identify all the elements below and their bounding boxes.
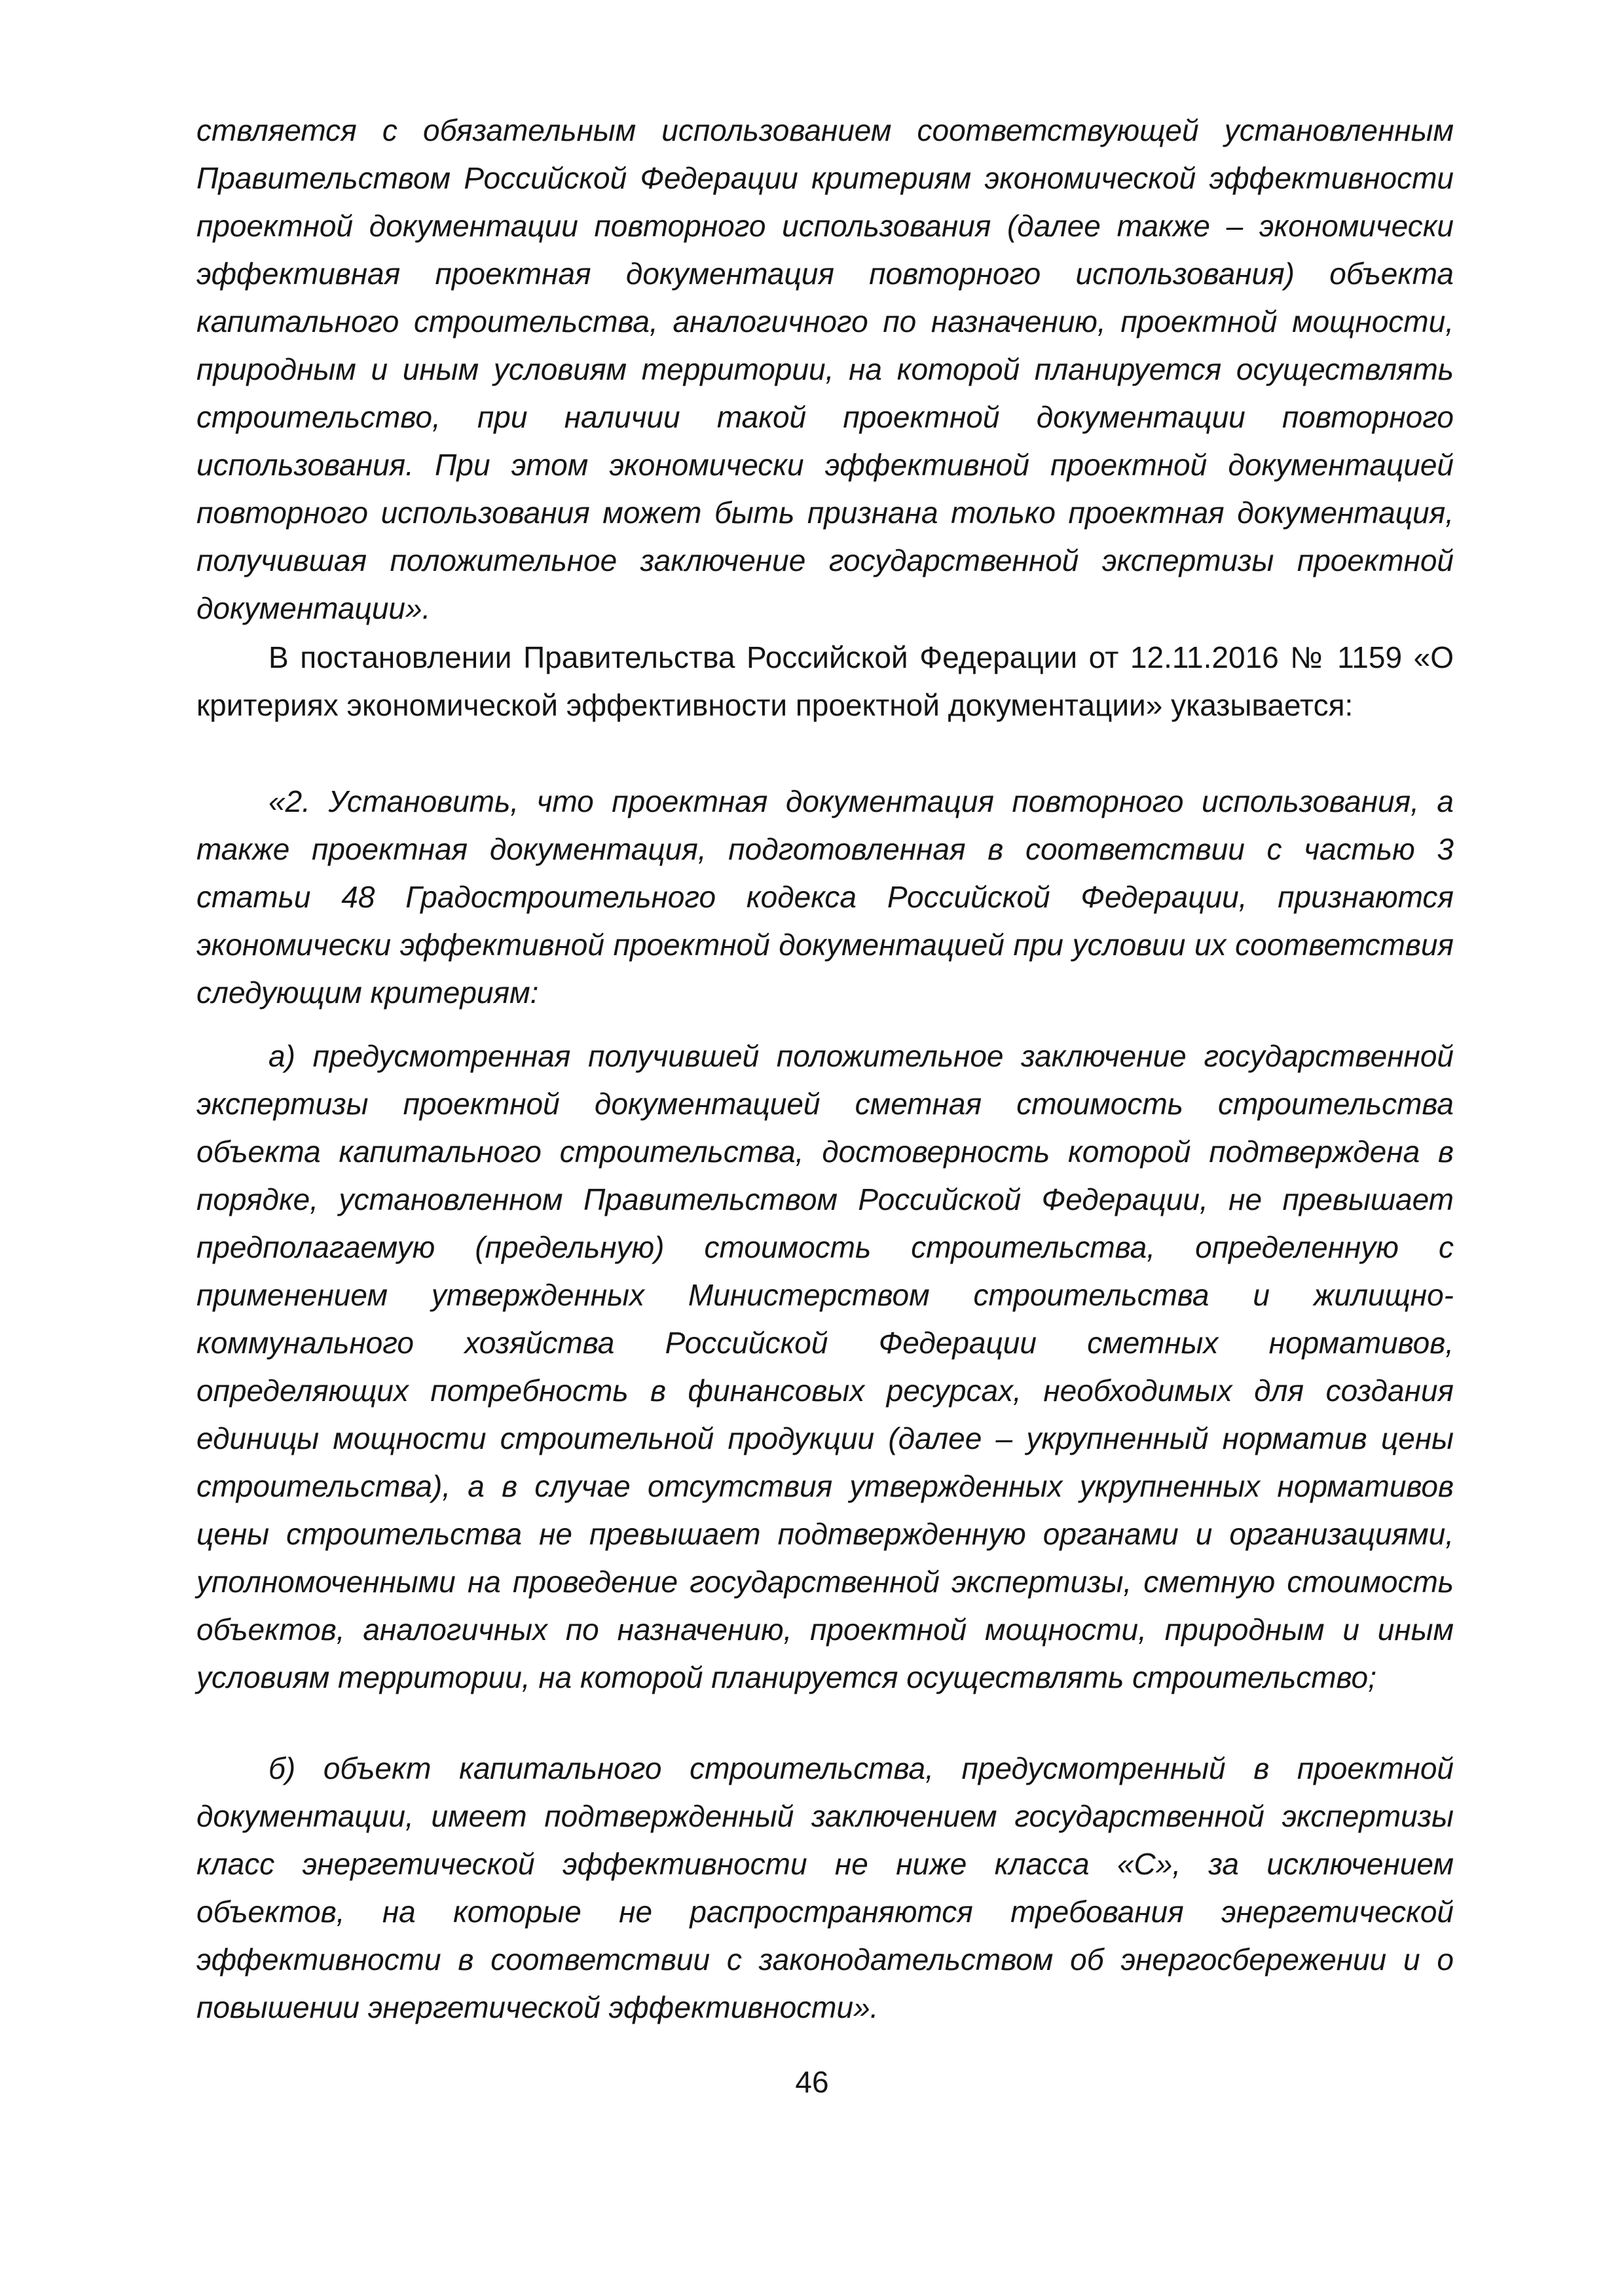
paragraph-criterion-a: а) предусмотренная получившей положительное заключение государственной экспертизы проектной документацией сметная стоимость строительства объекта капитального строительства, достоверность которой подтверждена в порядке, установленном Правительством Российской Федерации, не превышает предполагаемую (предельную) стоимость строительства, определенную с применением утвержденных Министерством строительства и жилищно-коммунального хозяйства Российской Федерации сметных нормативов, определяющих потребность в финансовых ресурсах, необходимых для создания единицы мощности строительной продукции (далее – укрупненный норматив цены строительства), а в случае отсутствия утвержденных укрупненных нормативов цены строительства не превышает подтвержденную органами и организациями, уполномоченными на проведение государственной экспертизы, сметную стоимость объектов, аналогичных по назначению, проектной мощности, природным и иным условиям территории, на которой планируется осуществлять строительство;	[196, 1039, 1454, 1694]
paragraph-government-decree-reference: В постановлении Правительства Российской Федерации от 12.11.2016 № 1159 «О критериях экономической эффективности проектной документации» указывается:	[196, 640, 1454, 722]
paragraph-criterion-b: б) объект капитального строительства, предусмотренный в проектной документации, имеет подтвержденный заключением государственной экспертизы класс энергетической эффективности не ниже класса «С», за исключением объектов, на которые не распространяются требования энергетической эффективности в соответствии с законодательством об энергосбережении и о повышении энергетической эффективности».	[196, 1751, 1454, 2024]
page-number: 46	[795, 2065, 829, 2099]
paragraph-intro-quote-continuation: ствляется с обязательным использованием соответствующей установленным Правительством Российской Федерации критериям экономической эффективности проектной документации повторного использования (далее также – экономически эффективная проектная документация повторного использования) объекта капитального строительства, аналогичного по назначению, проектной мощности, природным и иным условиям территории, на которой планируется осуществлять строительство, при наличии такой проектной документации повторного использования. При этом экономически эффективной проектной документацией повторного использования может быть признана только проектная документация, получившая положительное заключение государственной экспертизы проектной документации».	[196, 113, 1454, 625]
paragraph-decree-quote-point-2: «2. Установить, что проектная документация повторного использования, а также проектная документация, подготовленная в соответствии с частью 3 статьи 48 Градостроительного кодекса Российской Федерации, признаются экономически эффективной проектной документацией при условии их соответствия следующим критериям:	[196, 784, 1454, 1010]
